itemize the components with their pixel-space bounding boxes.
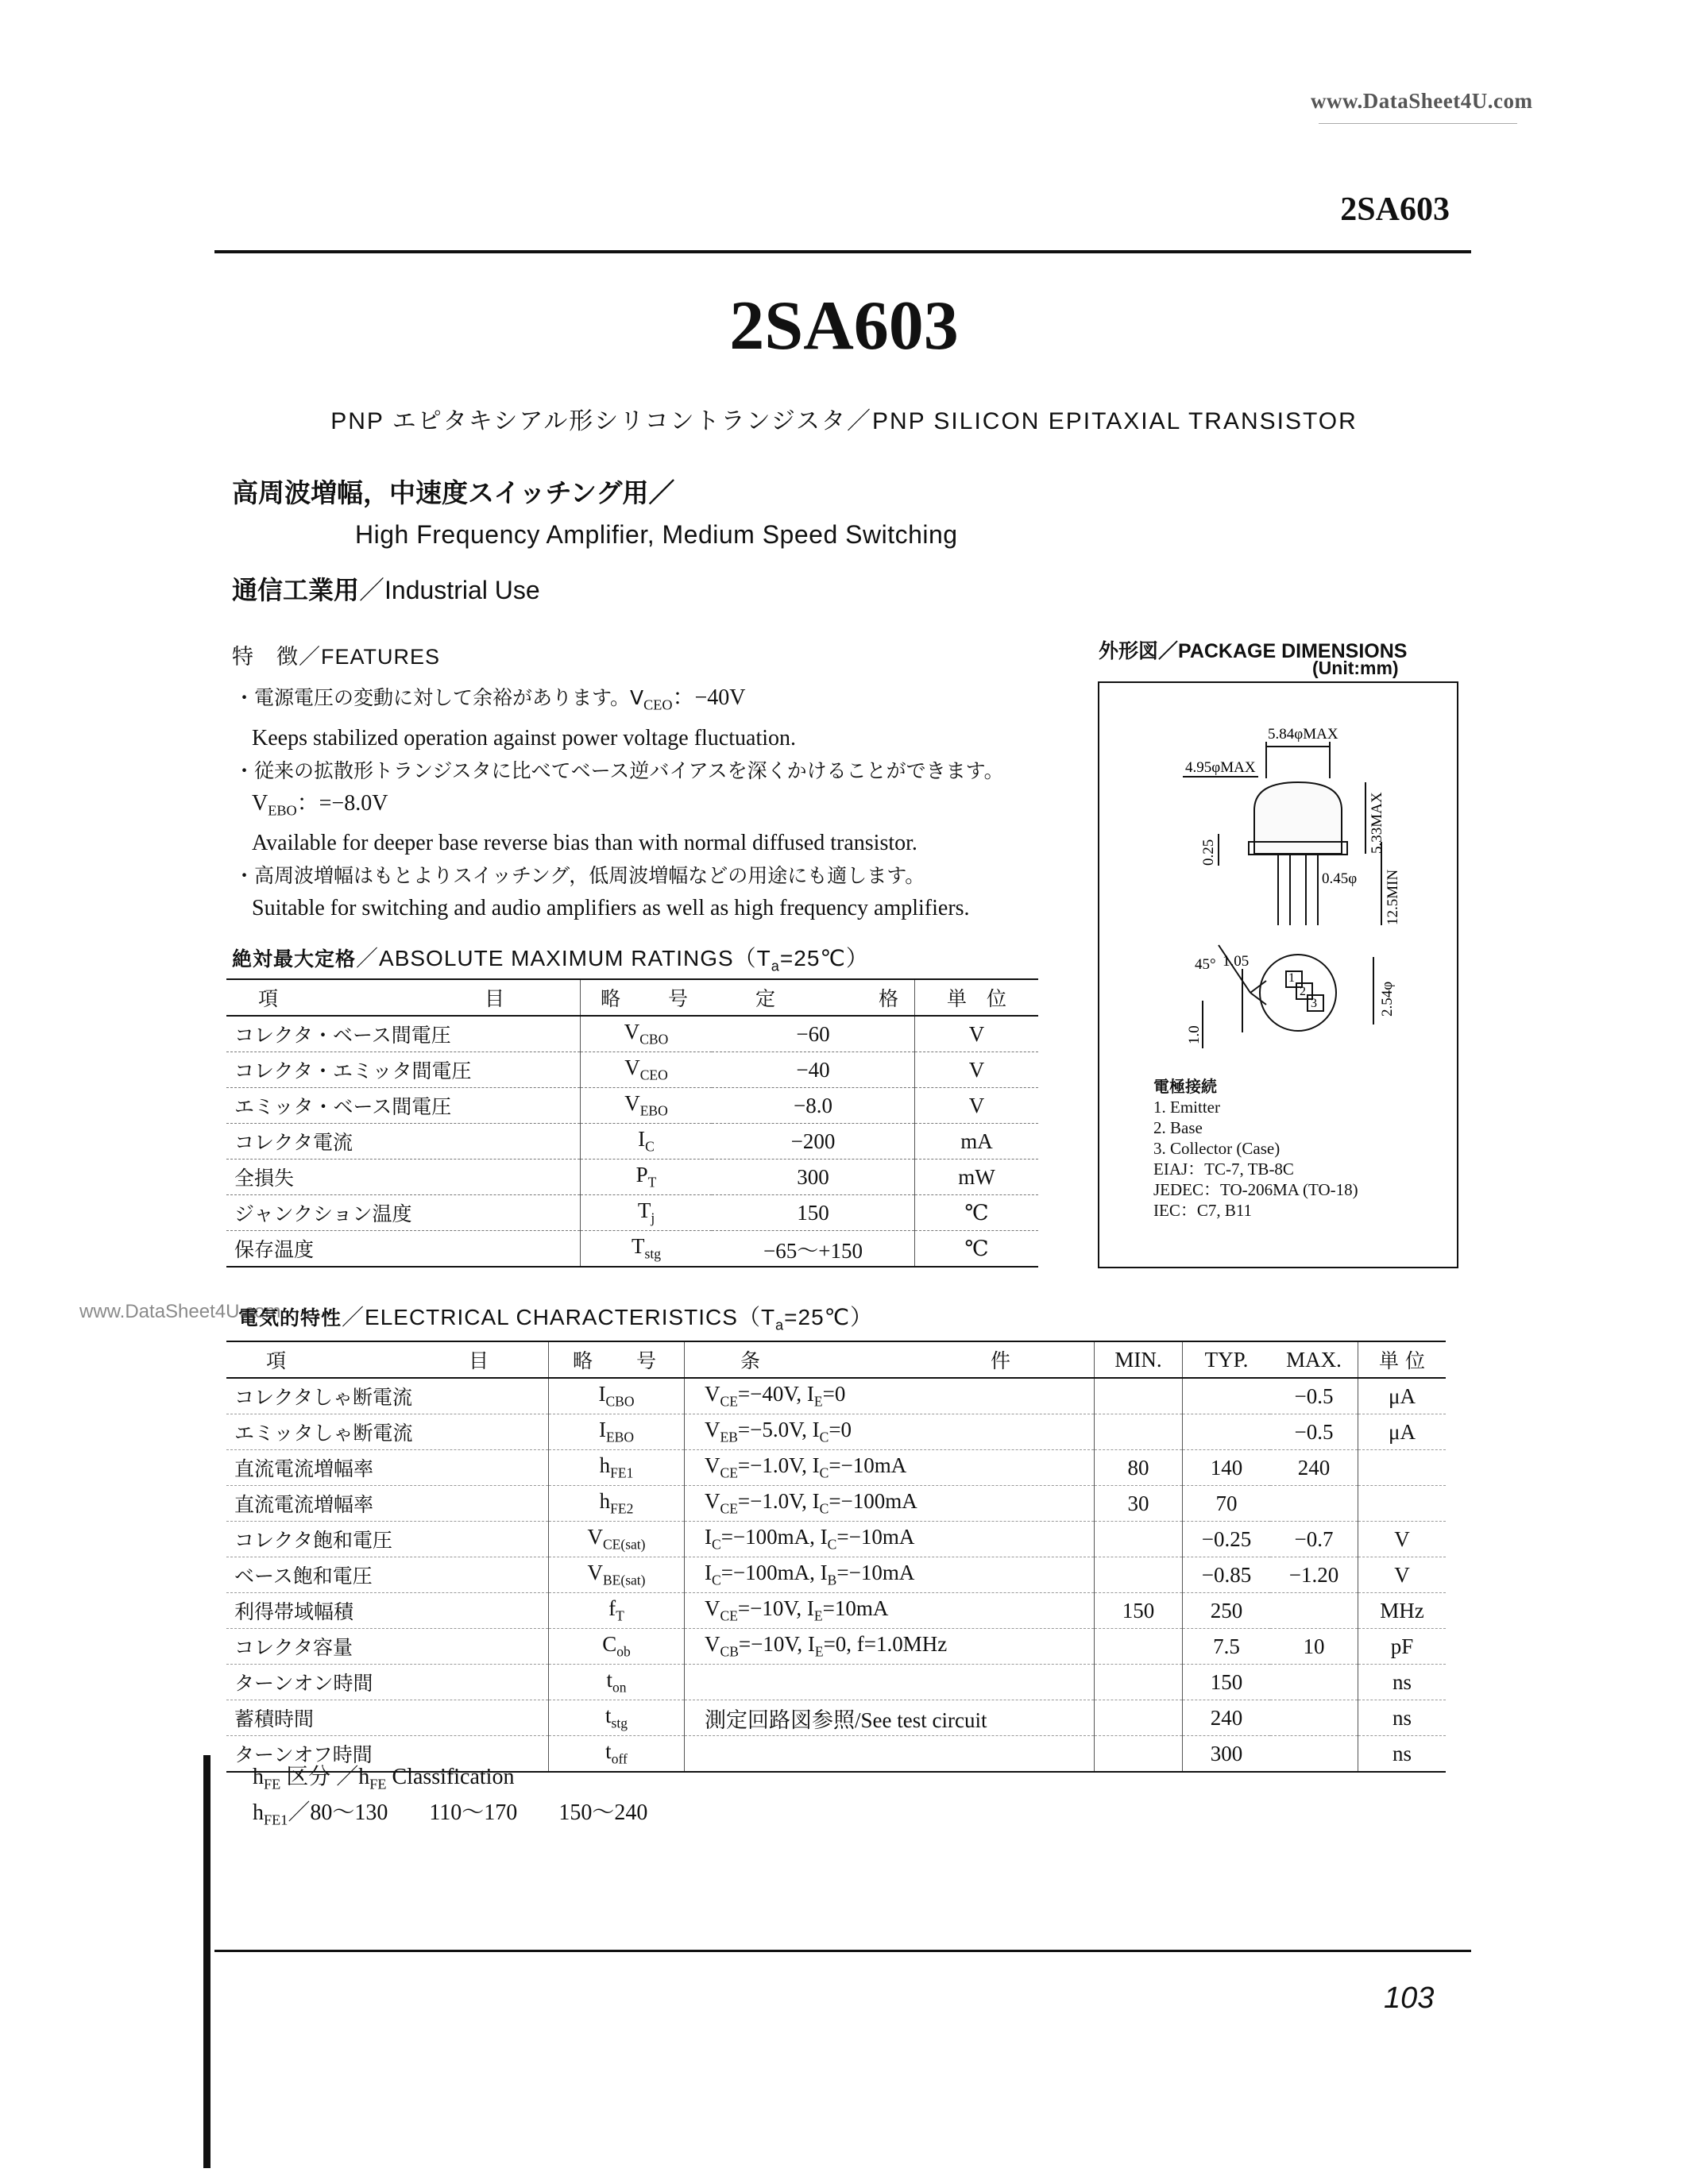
amr-item: 全損失 <box>226 1160 581 1195</box>
amr-unit: mA <box>915 1124 1039 1160</box>
ec-min <box>1095 1557 1183 1593</box>
ec-condition: $I_C=-100mA$, $I_C=-10mA$ <box>685 1522 1095 1557</box>
ec-col-condition: 条 件 <box>685 1341 1095 1378</box>
package-heading: 外形図／PACKAGE DIMENSIONS <box>1099 640 1408 662</box>
amr-col-rating: 定 格 <box>712 979 915 1016</box>
amr-symbol: $V_{EBO}$ <box>581 1088 713 1124</box>
ec-condition: $V_{CB}=-10V$, $I_E=0$, f=1.0MHz <box>685 1629 1095 1665</box>
dim-angle: 45° <box>1195 956 1216 973</box>
dim-tab: 1.05 <box>1223 953 1250 970</box>
pin-base: 2. Base <box>1153 1118 1203 1137</box>
eiaj-code: EIAJ：TC-7, TB-8C <box>1153 1160 1294 1179</box>
ec-item: ベース飽和電圧 <box>226 1557 549 1593</box>
ec-min: 80 <box>1095 1450 1183 1486</box>
amr-item: コレクタ・ベース間電圧 <box>226 1016 581 1052</box>
ec-item: 直流電流増幅率 <box>226 1450 549 1486</box>
ec-col-item: 項 目 <box>226 1341 549 1378</box>
ec-symbol: $V_{BE(sat)}$ <box>549 1557 685 1593</box>
watermark-url-mid[interactable]: www.DataSheet4U.com <box>79 1301 281 1322</box>
watermark-underline <box>1319 123 1517 124</box>
ec-min <box>1095 1414 1183 1450</box>
ec-min <box>1095 1665 1183 1700</box>
feature-3-jp: ・高周波増幅はもとよりスイッチング，低周波増幅などの用途にも適します。 <box>234 864 925 888</box>
page-subtitle: PNP エピタキシアル形シリコントランジスタ／PNP SILICON EPITAXIAL TRANSISTOR <box>330 408 1358 434</box>
ec-max <box>1270 1593 1358 1629</box>
application-jp: 高周波増幅，中速度スイッチング用／ <box>232 478 675 507</box>
ec-typ: −0.85 <box>1183 1557 1271 1593</box>
feature-2-value: $V_{EBO}$：=−8.0V <box>252 790 388 819</box>
dim-body-diameter: 4.95φMAX <box>1185 759 1256 776</box>
ec-item: ターンオン時間 <box>226 1665 549 1700</box>
amr-row <box>226 1016 1038 1052</box>
ec-symbol: $I_{EBO}$ <box>549 1414 685 1450</box>
pin-collector: 3. Collector (Case) <box>1153 1139 1280 1158</box>
amr-symbol: $T_{stg}$ <box>581 1231 713 1268</box>
amr-value: 150 <box>712 1195 915 1231</box>
amr-unit: V <box>915 1016 1039 1052</box>
ec-unit: ns <box>1358 1665 1447 1700</box>
ec-item: 蓄積時間 <box>226 1700 549 1736</box>
feature-2-en: Available for deeper base reverse bias than with normal diffused transistor. <box>252 831 917 856</box>
ec-unit <box>1358 1486 1447 1522</box>
ec-min <box>1095 1522 1183 1557</box>
dim-top-diameter: 5.84φMAX <box>1268 726 1338 743</box>
ec-unit: V <box>1358 1522 1447 1557</box>
application-en: High Frequency Amplifier, Medium Speed Switching <box>355 520 958 549</box>
ec-max: 240 <box>1270 1450 1358 1486</box>
amr-unit: V <box>915 1052 1039 1088</box>
ec-unit: MHz <box>1358 1593 1447 1629</box>
amr-item: 保存温度 <box>226 1231 581 1268</box>
ec-min <box>1095 1700 1183 1736</box>
ec-item: コレクタ飽和電圧 <box>226 1522 549 1557</box>
features-list <box>234 681 1100 924</box>
use-jp: 通信工業用 <box>232 576 360 604</box>
ec-max <box>1270 1700 1358 1736</box>
ec-typ <box>1183 1414 1271 1450</box>
ec-unit: ns <box>1358 1736 1447 1773</box>
ec-row <box>226 1414 1446 1450</box>
hfe-classification-ranges <box>253 1799 647 1835</box>
features-heading: 特 徴／FEATURES <box>232 645 441 669</box>
ec-row <box>226 1557 1446 1593</box>
amr-value: −65〜+150 <box>712 1231 915 1268</box>
amr-header-row <box>226 979 1038 1016</box>
pin-3-label: 3 <box>1311 997 1317 1010</box>
ec-typ: −0.25 <box>1183 1522 1271 1557</box>
ec-condition: $V_{CE}=-40V$, $I_E=0$ <box>685 1378 1095 1414</box>
ec-row <box>226 1593 1446 1629</box>
ec-min <box>1095 1629 1183 1665</box>
ec-symbol: $h_{FE1}$ <box>549 1450 685 1486</box>
dim-tab-2: 1.0 <box>1186 1025 1203 1044</box>
ec-row <box>226 1522 1446 1557</box>
industrial-use <box>232 570 540 607</box>
dim-lead-length: 12.5MIN <box>1385 869 1401 925</box>
ec-min <box>1095 1378 1183 1414</box>
feature-1-en: Keeps stabilized operation against power voltage fluctuation. <box>252 725 797 751</box>
amr-item: エミッタ・ベース間電圧 <box>226 1088 581 1124</box>
ec-item: コレクタしゃ断電流 <box>226 1378 549 1414</box>
amr-col-unit: 単 位 <box>915 979 1039 1016</box>
ec-condition: $I_C=-100mA$, $I_B=-10mA$ <box>685 1557 1095 1593</box>
ec-max <box>1270 1736 1358 1773</box>
amr-unit: V <box>915 1088 1039 1124</box>
ec-symbol: $f_T$ <box>549 1593 685 1629</box>
amr-row <box>226 1088 1038 1124</box>
ec-typ: 240 <box>1183 1700 1271 1736</box>
ec-min <box>1095 1736 1183 1773</box>
ec-symbol: $V_{CE(sat)}$ <box>549 1522 685 1557</box>
ec-row <box>226 1486 1446 1522</box>
ec-table <box>226 1341 1446 1773</box>
ec-unit: V <box>1358 1557 1447 1593</box>
ec-min: 150 <box>1095 1593 1183 1629</box>
amr-value: −200 <box>712 1124 915 1160</box>
amr-row <box>226 1124 1038 1160</box>
package-unit: (Unit:mm) <box>1312 658 1399 678</box>
ec-typ: 150 <box>1183 1665 1271 1700</box>
ec-max: −0.5 <box>1270 1378 1358 1414</box>
ec-max: 10 <box>1270 1629 1358 1665</box>
page-number: 103 <box>1384 1981 1435 2015</box>
amr-row <box>226 1231 1038 1268</box>
ec-unit: μA <box>1358 1378 1447 1414</box>
ec-condition: 測定回路図参照/See test circuit <box>685 1700 1095 1736</box>
amr-heading: 絶対最大定格／ABSOLUTE MAXIMUM $RATINGS(T_a=25℃)$ <box>232 946 869 974</box>
ec-row <box>226 1629 1446 1665</box>
amr-item: コレクタ電流 <box>226 1124 581 1160</box>
ec-unit: ns <box>1358 1700 1447 1736</box>
amr-col-symbol: 略 号 <box>581 979 713 1016</box>
pin-connection-list <box>1153 1076 1358 1221</box>
ec-max <box>1270 1665 1358 1700</box>
dim-lead-diameter: 0.45φ <box>1322 870 1358 887</box>
feature-2-jp: ・従来の拡散形トランジスタに比べてベース逆バイアスを深くかけることができます。 <box>234 758 1004 782</box>
amr-row <box>226 1160 1038 1195</box>
ec-typ: 7.5 <box>1183 1629 1271 1665</box>
page-title: 2SA603 <box>729 287 959 365</box>
ec-symbol: $t_{on}$ <box>549 1665 685 1700</box>
ec-unit: μA <box>1358 1414 1447 1450</box>
ec-condition: $V_{CE}=-1.0V$, $I_C=-100mA$ <box>685 1486 1095 1522</box>
amr-row <box>226 1195 1038 1231</box>
ec-condition <box>685 1665 1095 1700</box>
ec-row <box>226 1378 1446 1414</box>
ec-max: −0.7 <box>1270 1522 1358 1557</box>
amr-col-item: 項 目 <box>226 979 581 1016</box>
hfe-range-1: $h_{FE1}/80$〜130 <box>253 1800 388 1828</box>
ec-header-row <box>226 1341 1446 1378</box>
amr-value: −8.0 <box>712 1088 915 1124</box>
dim-flange: 0.25 <box>1200 839 1217 866</box>
header-rule <box>214 250 1471 253</box>
amr-symbol: $V_{CEO}$ <box>581 1052 713 1088</box>
ec-item: エミッタしゃ断電流 <box>226 1414 549 1450</box>
ec-col-unit: 単 位 <box>1358 1341 1447 1378</box>
ec-condition: $V_{EB}=-5.0V$, $I_C=0$ <box>685 1414 1095 1450</box>
ec-row <box>226 1665 1446 1700</box>
ec-col-max: MAX. <box>1270 1341 1358 1378</box>
ec-condition: $V_{CE}=-1.0V$, $I_C=-10mA$ <box>685 1450 1095 1486</box>
ec-typ: 70 <box>1183 1486 1271 1522</box>
hfe-classification-title: $h_{FE}$ 区分 $/h_{FE}$ Classification <box>253 1765 515 1792</box>
amr-unit: ℃ <box>915 1231 1039 1268</box>
ec-typ: 300 <box>1183 1736 1271 1773</box>
dim-pcd: 2.54φ <box>1379 981 1396 1017</box>
ec-condition <box>685 1736 1095 1773</box>
amr-symbol: $I_C$ <box>581 1124 713 1160</box>
amr-unit: ℃ <box>915 1195 1039 1231</box>
feature-3-en: Suitable for switching and audio amplifiers as well as high frequency amplifiers. <box>252 896 970 921</box>
amr-value: 300 <box>712 1160 915 1195</box>
amr-item: ジャンクション温度 <box>226 1195 581 1231</box>
pin-connection-title: 電極接続 <box>1153 1077 1217 1096</box>
ec-max <box>1270 1486 1358 1522</box>
amr-value: −60 <box>712 1016 915 1052</box>
ec-col-symbol: 略 号 <box>549 1341 685 1378</box>
jedec-code: JEDEC：TO-206MA (TO-18) <box>1153 1180 1358 1199</box>
ec-symbol: $C_{ob}$ <box>549 1629 685 1665</box>
footer-rule <box>214 1950 1471 1952</box>
ec-item: コレクタ容量 <box>226 1629 549 1665</box>
ec-symbol: $I_{CBO}$ <box>549 1378 685 1414</box>
ec-col-typ: TYP. <box>1183 1341 1271 1378</box>
ec-max: −0.5 <box>1270 1414 1358 1450</box>
ec-unit: pF <box>1358 1629 1447 1665</box>
pin-emitter: 1. Emitter <box>1153 1098 1220 1117</box>
pin-1-label: 1 <box>1288 971 1295 985</box>
ec-symbol: $t_{stg}$ <box>549 1700 685 1736</box>
ec-min: 30 <box>1095 1486 1183 1522</box>
ec-symbol: $t_{off}$ <box>549 1736 685 1773</box>
ec-item: ターンオフ時間 <box>226 1736 549 1773</box>
ec-symbol: $h_{FE2}$ <box>549 1486 685 1522</box>
pin-2-label: 2 <box>1300 985 1306 998</box>
amr-value: −40 <box>712 1052 915 1088</box>
ec-condition: $V_{CE}=-10V$, $I_E=10mA$ <box>685 1593 1095 1629</box>
scan-edge-bar <box>203 1755 211 2168</box>
ec-typ <box>1183 1378 1271 1414</box>
feature-1-jp: ・電源電圧の変動に対して余裕があります。$V_{CEO}$：−40V <box>234 685 746 713</box>
ec-row <box>226 1450 1446 1486</box>
hfe-range-2: 110〜170 <box>429 1800 518 1825</box>
amr-row <box>226 1052 1038 1088</box>
ec-heading: 電気的特性／ELECTRICAL $CHARACTERISTICS(T_a=25℃)$ <box>238 1305 874 1333</box>
watermark-url-top[interactable]: www.DataSheet4U.com <box>1311 89 1533 113</box>
hfe-range-3: 150〜240 <box>558 1800 648 1825</box>
amr-unit: mW <box>915 1160 1039 1195</box>
iec-code: IEC：C7, B11 <box>1153 1201 1253 1220</box>
amr-symbol: $V_{CBO}$ <box>581 1016 713 1052</box>
amr-symbol: $T_j$ <box>581 1195 713 1231</box>
use-en: ／Industrial Use <box>359 576 540 604</box>
ec-item: 利得帯域幅積 <box>226 1593 549 1629</box>
ec-typ: 140 <box>1183 1450 1271 1486</box>
ec-item: 直流電流増幅率 <box>226 1486 549 1522</box>
ec-unit <box>1358 1450 1447 1486</box>
dim-height: 5.33MAX <box>1369 792 1385 854</box>
hfe-classification <box>253 1763 647 1834</box>
ec-row <box>226 1700 1446 1736</box>
ec-typ: 250 <box>1183 1593 1271 1629</box>
amr-symbol: $P_T$ <box>581 1160 713 1195</box>
header-part-number: 2SA603 <box>1340 191 1450 228</box>
ec-max: −1.20 <box>1270 1557 1358 1593</box>
amr-table <box>226 978 1038 1268</box>
ec-col-min: MIN. <box>1095 1341 1183 1378</box>
amr-item: コレクタ・エミッタ間電圧 <box>226 1052 581 1088</box>
